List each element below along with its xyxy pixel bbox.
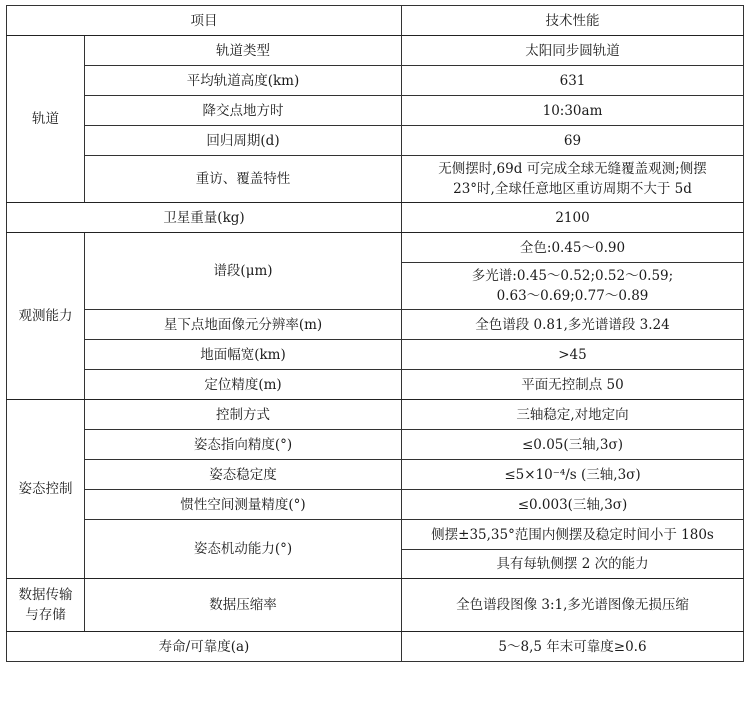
row-value: 平面无控制点 50 (402, 370, 744, 400)
header-item: 项目 (7, 6, 402, 36)
row-value: 全色:0.45～0.90 (402, 233, 744, 263)
row-label: 轨道类型 (85, 36, 402, 66)
row-value-multiline (402, 156, 744, 203)
group-observation: 观测能力 (7, 233, 85, 400)
value-line: 多光谱:0.45～0.52;0.52～0.59; (471, 268, 674, 284)
row-value: 三轴稳定,对地定向 (402, 400, 744, 430)
value-line: 23°时,全球任意地区重访周期不大于 5d (453, 181, 692, 197)
table-row (7, 156, 744, 203)
row-value: 太阳同步圆轨道 (402, 36, 744, 66)
value-line: 无侧摆时,69d 可完成全球无缝覆盖观测;侧摆 (438, 161, 707, 177)
row-value-multiline (402, 263, 744, 310)
row-label: 姿态机动能力(°) (85, 520, 402, 579)
row-value: 5～8,5 年末可靠度≥0.6 (402, 632, 744, 662)
row-value: ≤0.003(三轴,3σ) (402, 490, 744, 520)
satellite-spec-table (6, 5, 744, 662)
table-row (7, 520, 744, 550)
row-label: 星下点地面像元分辨率(m) (85, 310, 402, 340)
row-value: 10:30am (402, 96, 744, 126)
table-row (7, 310, 744, 340)
row-label: 卫星重量(kg) (7, 203, 402, 233)
group-line: 与存储 (25, 607, 66, 623)
row-label: 寿命/可靠度(a) (7, 632, 402, 662)
row-label: 平均轨道高度(km) (85, 66, 402, 96)
row-value: 全色谱段图像 3:1,多光谱图像无损压缩 (402, 579, 744, 632)
group-attitude: 姿态控制 (7, 400, 85, 579)
header-row (7, 6, 744, 36)
table-row (7, 579, 744, 632)
row-label: 惯性空间测量精度(°) (85, 490, 402, 520)
row-label: 控制方式 (85, 400, 402, 430)
row-value: 侧摆±35,35°范围内侧摆及稳定时间小于 180s (402, 520, 744, 550)
row-label: 重访、覆盖特性 (85, 156, 402, 203)
row-label: 姿态指向精度(°) (85, 430, 402, 460)
table-row (7, 233, 744, 263)
table-row (7, 66, 744, 96)
table-row (7, 203, 744, 233)
row-value: >45 (402, 340, 744, 370)
row-value: 69 (402, 126, 744, 156)
table-row (7, 96, 744, 126)
row-label: 数据压缩率 (85, 579, 402, 632)
row-label: 定位精度(m) (85, 370, 402, 400)
table-row (7, 460, 744, 490)
row-value: ≤0.05(三轴,3σ) (402, 430, 744, 460)
row-value: 2100 (402, 203, 744, 233)
spec-table-wrapper (6, 5, 744, 662)
row-label: 回归周期(d) (85, 126, 402, 156)
row-label: 姿态稳定度 (85, 460, 402, 490)
row-value: 全色谱段 0.81,多光谱谱段 3.24 (402, 310, 744, 340)
group-data-transfer (7, 579, 85, 632)
row-label: 降交点地方时 (85, 96, 402, 126)
table-row (7, 490, 744, 520)
group-line: 数据传输 (18, 587, 73, 603)
table-row (7, 340, 744, 370)
table-row (7, 370, 744, 400)
value-line: 0.63～0.69;0.77～0.89 (496, 288, 649, 304)
row-label: 谱段(μm) (85, 233, 402, 310)
row-value: 631 (402, 66, 744, 96)
group-orbit: 轨道 (7, 36, 85, 203)
table-row (7, 430, 744, 460)
row-value: ≤5×10⁻⁴/s (三轴,3σ) (402, 460, 744, 490)
row-label: 地面幅宽(km) (85, 340, 402, 370)
table-row (7, 36, 744, 66)
row-value: 具有每轨侧摆 2 次的能力 (402, 550, 744, 579)
table-row (7, 632, 744, 662)
header-performance: 技术性能 (402, 6, 744, 36)
table-row (7, 400, 744, 430)
table-row (7, 126, 744, 156)
